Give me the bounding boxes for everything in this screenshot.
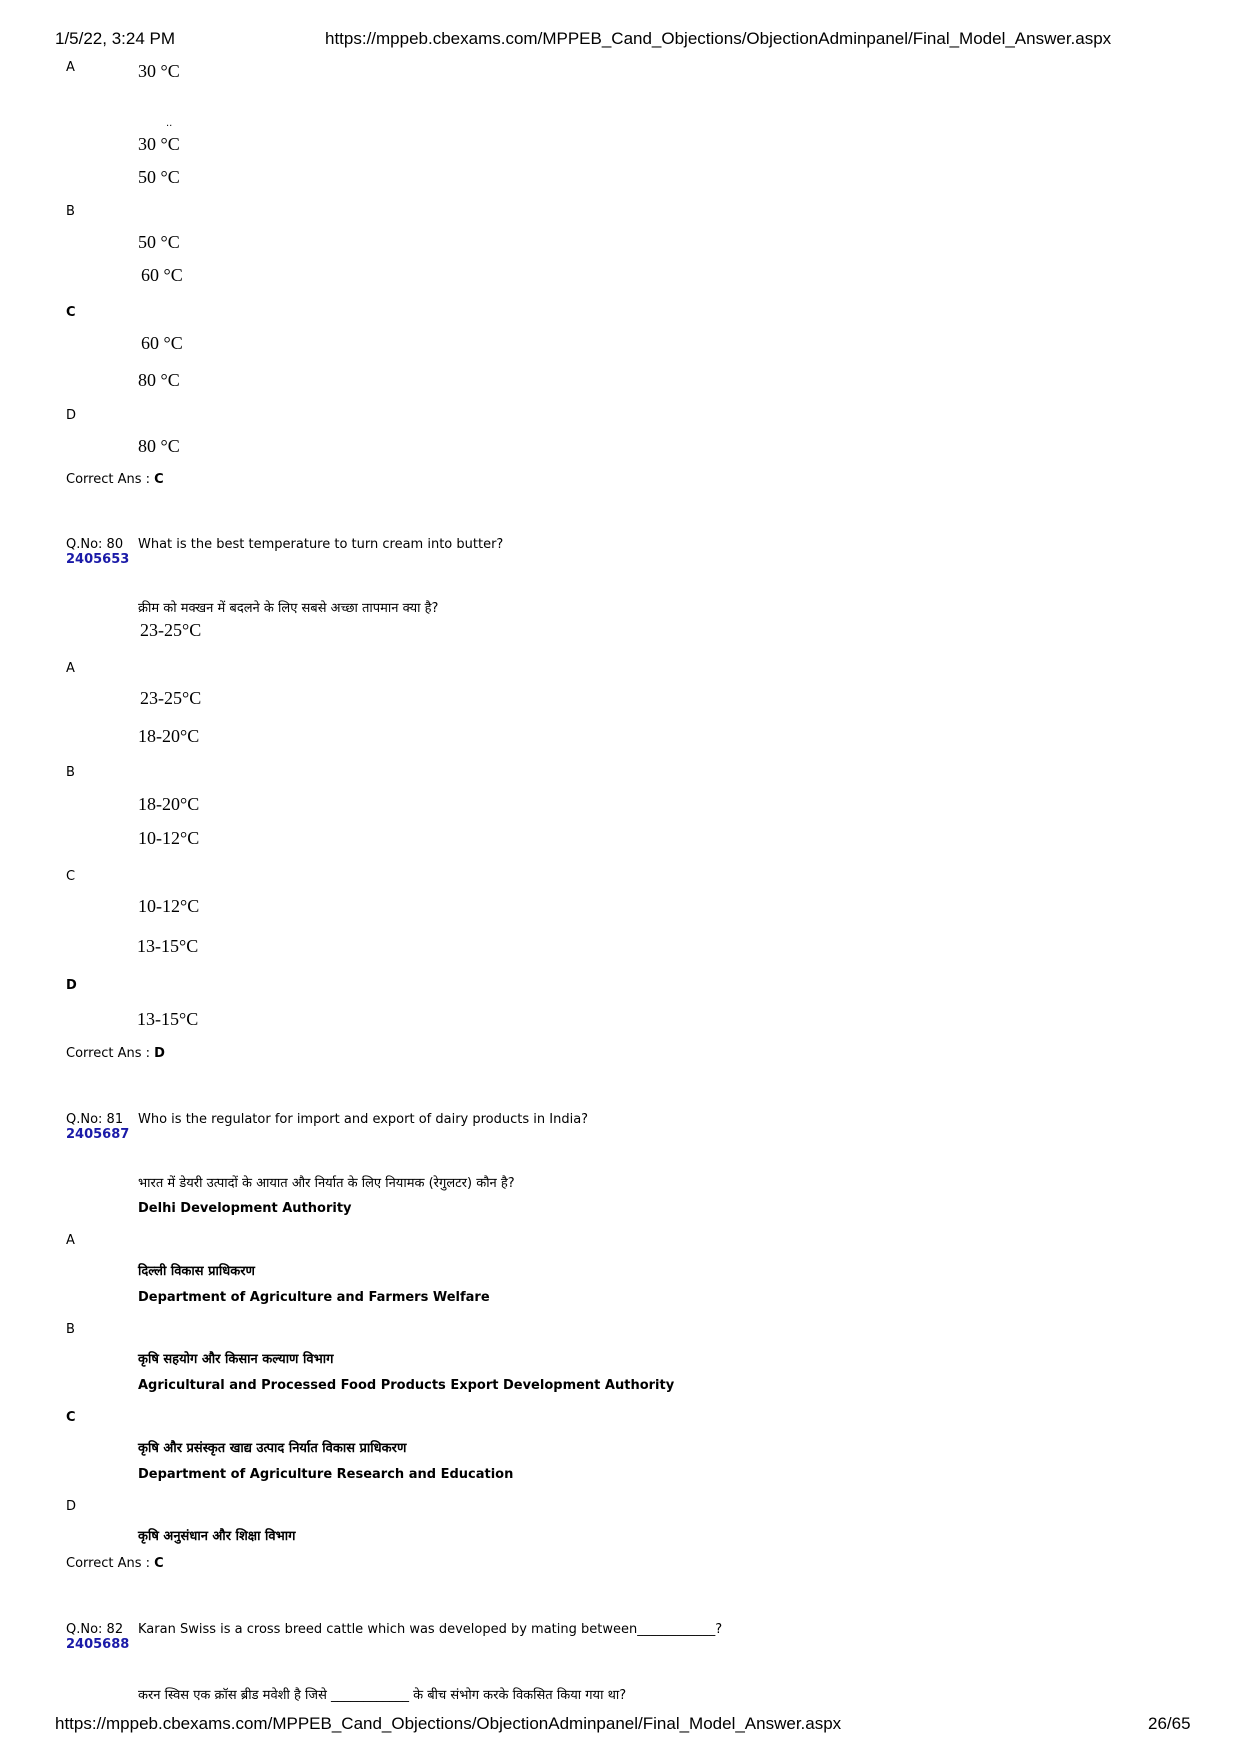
option-d-hindi-value: 80 °C <box>138 436 180 456</box>
print-datetime: 1/5/22, 3:24 PM <box>55 29 176 48</box>
option-c-value: 60 °C <box>141 265 183 285</box>
question-text-en: Karan Swiss is a cross breed cattle which was developed by mating between____________? <box>138 1622 723 1637</box>
option-label-d: D <box>66 408 77 423</box>
option-b-value: 50 °C <box>138 167 180 187</box>
question-text-hi: करन स्विस एक क्रॉस ब्रीड मवेशी है जिसे ____________ के बीच संभोग करके विकसित किया गया था? <box>138 1688 627 1703</box>
option-a-value: 30 °C <box>138 61 180 81</box>
option-c-hindi-value: 10-12°C <box>138 896 200 916</box>
option-label-c: C <box>66 305 76 320</box>
option-b-hindi-value: 18-20°C <box>138 794 200 814</box>
option-b-hindi-value: 50 °C <box>138 232 180 252</box>
option-label-b: B <box>66 204 75 219</box>
question-number: Q.No: 80 <box>66 537 124 552</box>
option-a-hindi-value: 23-25°C <box>140 688 202 708</box>
footer-url: https://mppeb.cbexams.com/MPPEB_Cand_Objections/ObjectionAdminpanel/Final_Model_Answer.aspx <box>55 1714 842 1733</box>
option-label-a: A <box>66 60 75 75</box>
question-text-hi: क्रीम को मक्खन में बदलने के लिए सबसे अच्छा तापमान क्या है? <box>138 601 439 616</box>
print-url: https://mppeb.cbexams.com/MPPEB_Cand_Objections/ObjectionAdminpanel/Final_Model_Answer.aspx <box>325 29 1112 48</box>
option-b-hindi-value: कृषि सहयोग और किसान कल्याण विभाग <box>138 1352 334 1367</box>
option-label-c: C <box>66 1410 76 1425</box>
option-d-value: Department of Agriculture Research and Education <box>138 1467 514 1482</box>
question-id: 2405653 <box>66 552 130 567</box>
option-d-hindi-value: 13-15°C <box>137 1009 199 1029</box>
question-id: 2405688 <box>66 1637 130 1652</box>
option-label-a: A <box>66 661 75 676</box>
option-a-value: 23-25°C <box>140 620 202 640</box>
question-text-en: What is the best temperature to turn cream into butter? <box>138 537 504 552</box>
correct-answer: Correct Ans : C <box>66 472 164 487</box>
option-b-value: Department of Agriculture and Farmers Welfare <box>138 1290 490 1305</box>
option-label-b: B <box>66 1322 75 1337</box>
correct-answer: Correct Ans : C <box>66 1556 164 1571</box>
option-a-value: Delhi Development Authority <box>138 1201 352 1216</box>
option-d-hindi-value: कृषि अनुसंधान और शिक्षा विभाग <box>138 1529 296 1544</box>
option-a-hindi-value: दिल्ली विकास प्राधिकरण <box>138 1264 255 1279</box>
page-number: 26/65 <box>1148 1714 1191 1733</box>
correct-answer: Correct Ans : D <box>66 1046 165 1061</box>
option-d-value: 13-15°C <box>137 936 199 956</box>
option-d-value: 80 °C <box>138 370 180 390</box>
option-label-c: C <box>66 869 76 884</box>
tick-mark: .. <box>166 118 173 129</box>
option-c-hindi-value: 60 °C <box>141 333 183 353</box>
question-number: Q.No: 81 <box>66 1112 124 1127</box>
option-label-a: A <box>66 1233 75 1248</box>
option-label-d: D <box>66 1499 77 1514</box>
option-c-hindi-value: कृषि और प्रसंस्कृत खाद्य उत्पाद निर्यात विकास प्राधिकरण <box>138 1441 407 1456</box>
question-number: Q.No: 82 <box>66 1622 124 1637</box>
option-label-d: D <box>66 978 77 993</box>
option-c-value: 10-12°C <box>138 828 200 848</box>
question-text-hi: भारत में डेयरी उत्पादों के आयात और निर्यात के लिए नियामक (रेगुलटर) कौन है? <box>138 1176 515 1191</box>
question-id: 2405687 <box>66 1127 130 1142</box>
option-a-hindi-value: 30 °C <box>138 134 180 154</box>
question-text-en: Who is the regulator for import and export of dairy products in India? <box>138 1112 589 1127</box>
option-b-value: 18-20°C <box>138 726 200 746</box>
option-label-b: B <box>66 765 75 780</box>
option-c-value: Agricultural and Processed Food Products Export Development Authority <box>138 1378 675 1393</box>
